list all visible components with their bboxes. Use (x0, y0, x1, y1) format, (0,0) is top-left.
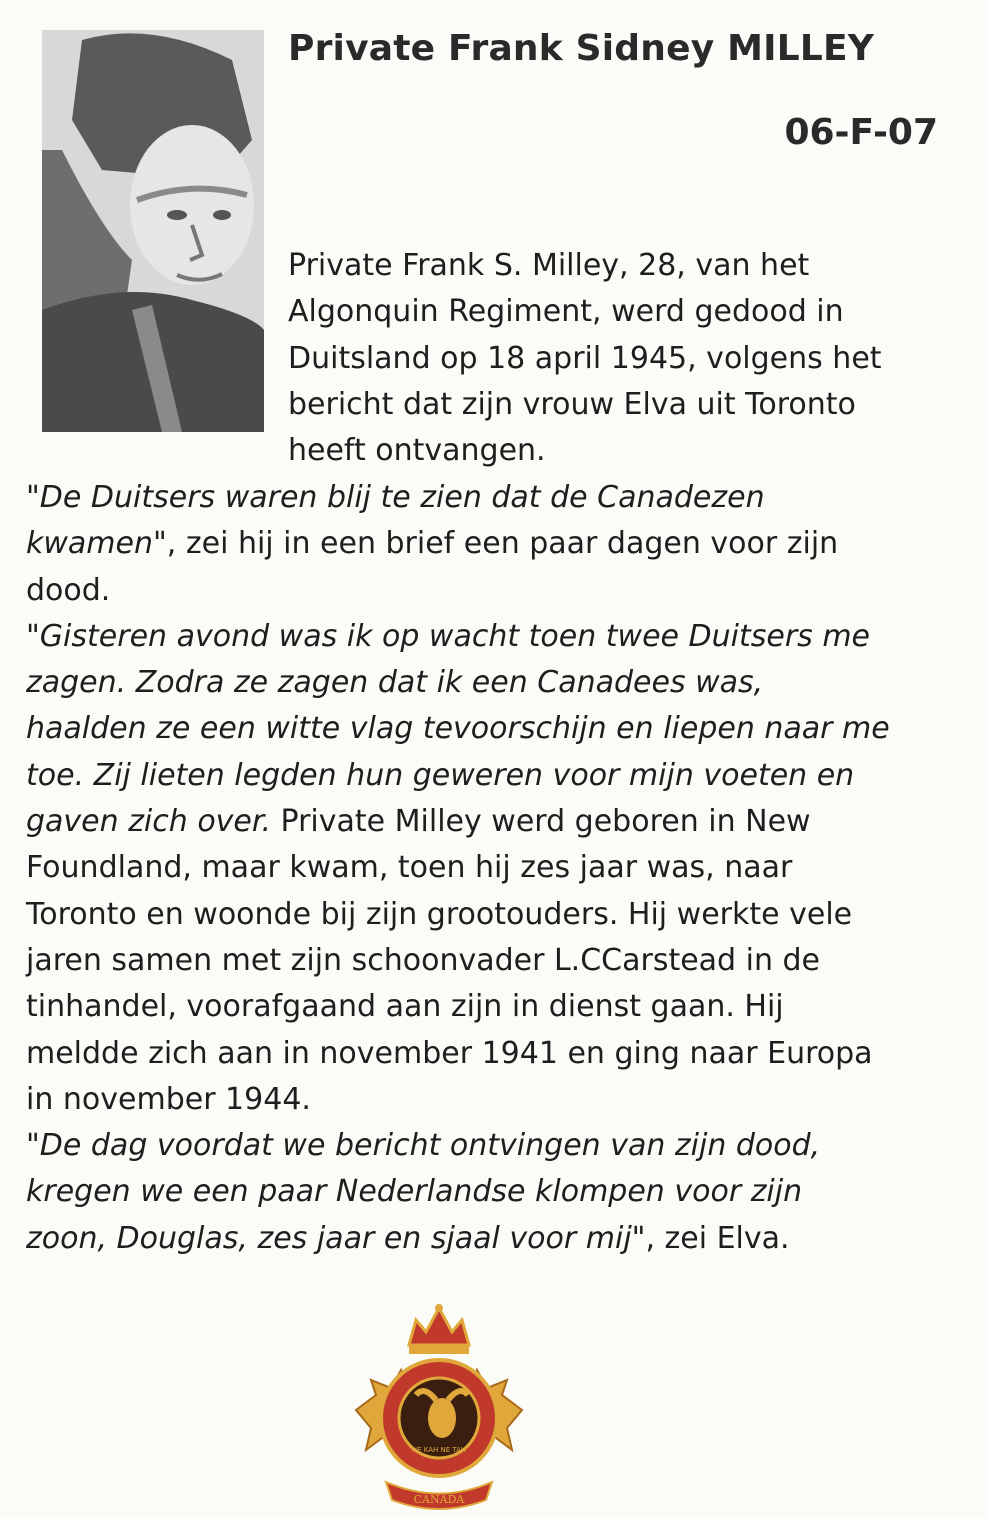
quote-text: "Gisteren avond was ik op wacht toen twee Duitsers me (26, 618, 870, 654)
quote-text: zagen. Zodra ze zagen dat ik een Canadees was, (26, 665, 764, 701)
crest-motto: NE KAH NE TAH (411, 1446, 467, 1454)
body-line (26, 706, 976, 752)
body-line (26, 614, 976, 660)
quote-text: toe. Zij lieten legden hun geweren voor mijn voeten en (26, 757, 855, 793)
regiment-crest-logo (346, 1300, 532, 1514)
body-line (26, 753, 976, 799)
quote-text: haalden ze een witte vlag tevoorschijn en liepen naar me (26, 711, 890, 747)
intro-line: Algonquin Regiment, werd gedood in (288, 294, 844, 330)
body-line: in november 1944. (26, 1081, 311, 1117)
intro-line: Private Frank S. Milley, 28, van het (288, 248, 810, 283)
body-text: ", zei Elva. (631, 1220, 790, 1256)
body-line: Toronto en woonde bij zijn grootouders. Hij werkte vele (26, 896, 853, 932)
body-line: tinhandel, voorafgaand aan zijn in dienst gaan. Hij (26, 989, 784, 1025)
body-line (26, 799, 976, 845)
article-body (26, 475, 976, 1262)
crest-icon (346, 1300, 532, 1514)
grave-reference: 06-F-07 (784, 112, 938, 153)
body-text: Private Milley werd geboren in New (271, 804, 811, 840)
quote-text: kregen we een paar Nederlandse klompen voor zijn (26, 1174, 803, 1210)
body-line (26, 475, 976, 521)
quote-text: "De dag voordat we bericht ontvingen van zijn dood, (26, 1128, 821, 1164)
body-line (26, 1123, 976, 1169)
body-line: Foundland, maar kwam, toen hij zes jaar was, naar (26, 850, 793, 886)
body-line (26, 521, 976, 567)
intro-line: bericht dat zijn vrouw Elva uit Toronto (288, 386, 856, 422)
intro-paragraph (288, 243, 968, 474)
quote-text: kwamen (26, 526, 153, 562)
quote-text: zoon, Douglas, zes jaar en sjaal voor mij (26, 1220, 632, 1256)
page-title: Private Frank Sidney MILLEY (288, 28, 875, 69)
body-line: meldde zich aan in november 1941 en ging naar Europa (26, 1035, 873, 1071)
soldier-portrait-photo (42, 30, 264, 432)
intro-line: heeft ontvangen. (288, 433, 546, 469)
quote-text: gaven zich over. (26, 804, 271, 840)
portrait-image (42, 30, 264, 432)
body-text: ", zei hij in een brief een paar dagen voor zijn (153, 526, 839, 562)
body-line: dood. (26, 572, 111, 608)
body-line (26, 660, 976, 706)
intro-line: Duitsland op 18 april 1945, volgens het (288, 340, 882, 376)
body-line: jaren samen met zijn schoonvader L.CCarstead in de (26, 942, 821, 978)
quote-text: "De Duitsers waren blij te zien dat de Canadezen (26, 480, 765, 515)
body-line (26, 1216, 976, 1262)
crest-country: CANADA (413, 1493, 465, 1506)
body-line (26, 1169, 976, 1215)
